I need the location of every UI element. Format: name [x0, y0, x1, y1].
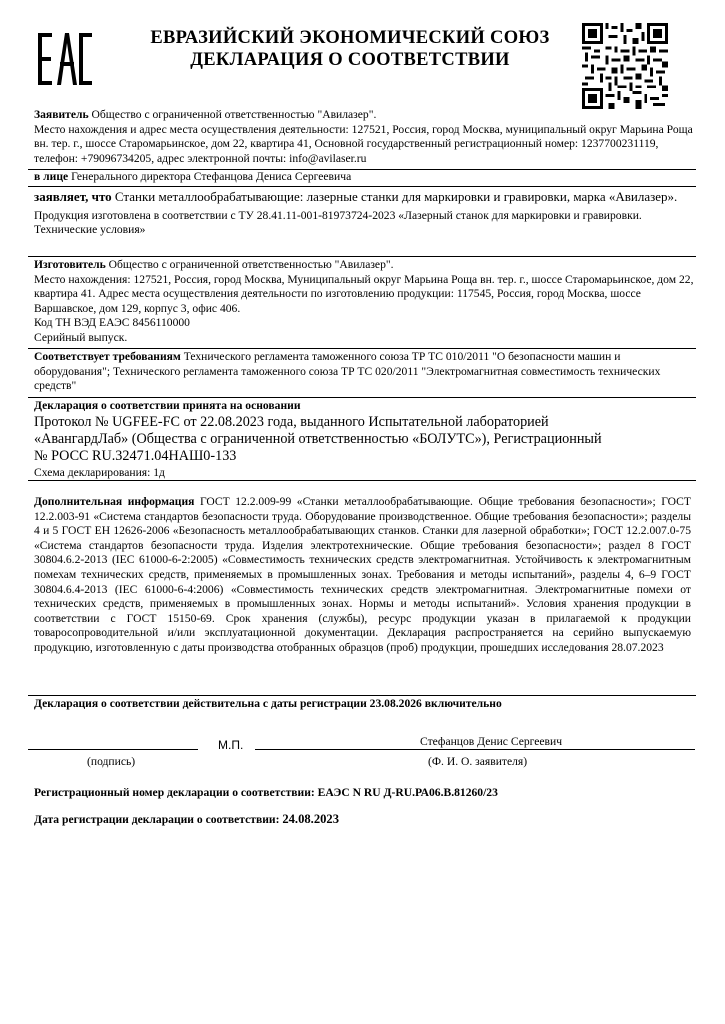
registration-date-row	[34, 812, 694, 828]
additional-info-section	[34, 495, 691, 656]
basis-label: Декларация о соответствии принята на основании	[34, 399, 301, 412]
applicant-address: Место нахождения и адрес места осуществления деятельности: 127521, Россия, город Москва, муниципальный округ Марьина Роща вн. тер. г., шоссе Старомарьинское, дом 22, квартира 41, Основной государственный регистрационный номер: 1237700231119, телефон: +79096734205, адрес электронной почты: info@avilaser.ru	[34, 122, 693, 165]
seal-placeholder: М.П.	[218, 738, 244, 752]
divider	[28, 186, 696, 187]
fio-caption: (Ф. И. О. заявителя)	[428, 755, 528, 768]
signature-caption: (подпись)	[87, 755, 136, 768]
basis-protocol: Протокол № UGFEE-FC от 22.08.2023 года, выданного Испытательной лабораторией «АвангардЛаб» (Общества с ограниченной ответственностью «БОЛУТС»), Регистрационный № РОСС RU.32471.04НАШ0-133	[34, 413, 602, 465]
title-line-2: ДЕКЛАРАЦИЯ О СООТВЕТСТВИИ	[190, 50, 510, 70]
manufactured-by-spec: Продукция изготовлена в соответствии с ТУ 28.41.11-001-81973724-2023 «Лазерный станок для маркировки и гравировки. Технические условия»	[34, 208, 642, 237]
registration-number: Регистрационный номер декларации о соответствии: ЕАЭС N RU Д-RU.РА06.В.81260/23	[34, 786, 498, 799]
serial-production: Серийный выпуск.	[34, 330, 128, 344]
qr-code	[582, 23, 668, 109]
basis-section	[34, 399, 694, 480]
manufacturer-address: Место нахождения: 127521, Россия, город Москва, Муниципальный округ Марьина Роща вн. тер. г., шоссе Старомарьинское, дом 22, квартира 41. Адрес места осуществления деятельности по изготовлению продукции: 117545, Россия, город Москва, шоссе Варшавское, дом 129, корпус 3, офис 406.	[34, 272, 694, 315]
person-text: Генерального директора Стефанцова Дениса Сергеевича	[68, 170, 352, 183]
applicant-full-name: Стефанцов Денис Сергеевич	[420, 735, 563, 748]
manufacturer-label: Изготовитель	[34, 258, 106, 271]
document-title	[110, 27, 590, 71]
registration-date-label: Дата регистрации декларации о соответствии:	[34, 813, 283, 826]
additional-info-label: Дополнительная информация	[34, 495, 195, 508]
eac-logo	[38, 33, 92, 85]
divider	[28, 256, 696, 257]
registration-date-value: 24.08.2023	[282, 812, 339, 826]
divider	[28, 348, 696, 349]
tnved-code: Код ТН ВЭД ЕАЭС 8456110000	[34, 316, 190, 330]
manufacturer-name: Общество с ограниченной ответственностью "Авилазер".	[105, 258, 394, 271]
additional-info-text: ГОСТ 12.2.009-99 «Станки металлообрабатывающие. Общие требования безопасности»; ГОСТ 12.2.003-91 «Система стандартов безопасности труда. Оборудование производственное. Общие требования безопасности»; разделы 4 и 5 ГОСТ ЕН 12626-2006 «Безопасность металлообрабатывающих станков. Станки для лазерной обработки»; ГОСТ 12.2.007.0-75 «Система стандартов безопасности труда. Изделия электротехнические. Общие требования безопасности»; раздел 8 ГОСТ 30804.6.2-2013 (IEC 61000-6-2:2005) «Совместимость технических средств электромагнитная. Устойчивость к электромагнитным помехам технических средств, применяемых в промышленных зонах. Требования и методы испытаний», разделы 4, 6–9 ГОСТ 30804.6.4-2013 (IEC 61000-6-4:2006) «Совместимость технических средств электромагнитная. Электромагнитные помехи от технических средств, применяемых в промышленных зонах. Нормы и методы испытаний». Условия хранения продукции в соответствии с ГОСТ 15150-69. Срок хранения (службы), ресурс продукции указан в прилагаемой к продукции товаросопроводительной и/или эксплуатационной документации. Декларация распространяется на серийно выпускаемую продукцию, изготовленную с даты производства отобранных образцов (проб) продукции, прошедших исследования 28.07.2023	[34, 495, 691, 654]
person-section	[34, 170, 694, 185]
manufacturer-section	[34, 258, 694, 346]
title-line-1: ЕВРАЗИЙСКИЙ ЭКОНОМИЧЕСКИЙ СОЮЗ	[150, 28, 550, 48]
declaration-scheme: Схема декларирования: 1д	[34, 465, 165, 479]
divider	[28, 480, 696, 481]
product-name: Станки металлообрабатывающие: лазерные станки для маркировки и гравировки, марка «Авилазер».	[111, 189, 678, 204]
declares-label: заявляет, что	[34, 189, 112, 204]
divider	[28, 695, 696, 696]
signature-line	[28, 749, 198, 750]
conforms-label: Соответствует требованиям	[34, 350, 181, 363]
applicant-name: Общество с ограниченной ответственностью "Авилазер".	[88, 108, 377, 121]
applicant-section	[34, 108, 694, 166]
person-label: в лице	[34, 170, 69, 183]
declares-section	[34, 189, 694, 238]
divider	[28, 397, 696, 398]
conforms-text: Технического регламента таможенного союза ТР ТС 010/2011 "О безопасности машин и оборудования"; Технического регламента таможенного союза ТР ТС 020/2011 "Электромагнитная совместимость технических средств"	[34, 350, 661, 393]
conforms-section	[34, 350, 694, 394]
name-line	[255, 749, 695, 750]
applicant-label: Заявитель	[34, 108, 89, 121]
validity-statement: Декларация о соответствии действительна с даты регистрации 23.08.2026 включительно	[34, 697, 502, 710]
